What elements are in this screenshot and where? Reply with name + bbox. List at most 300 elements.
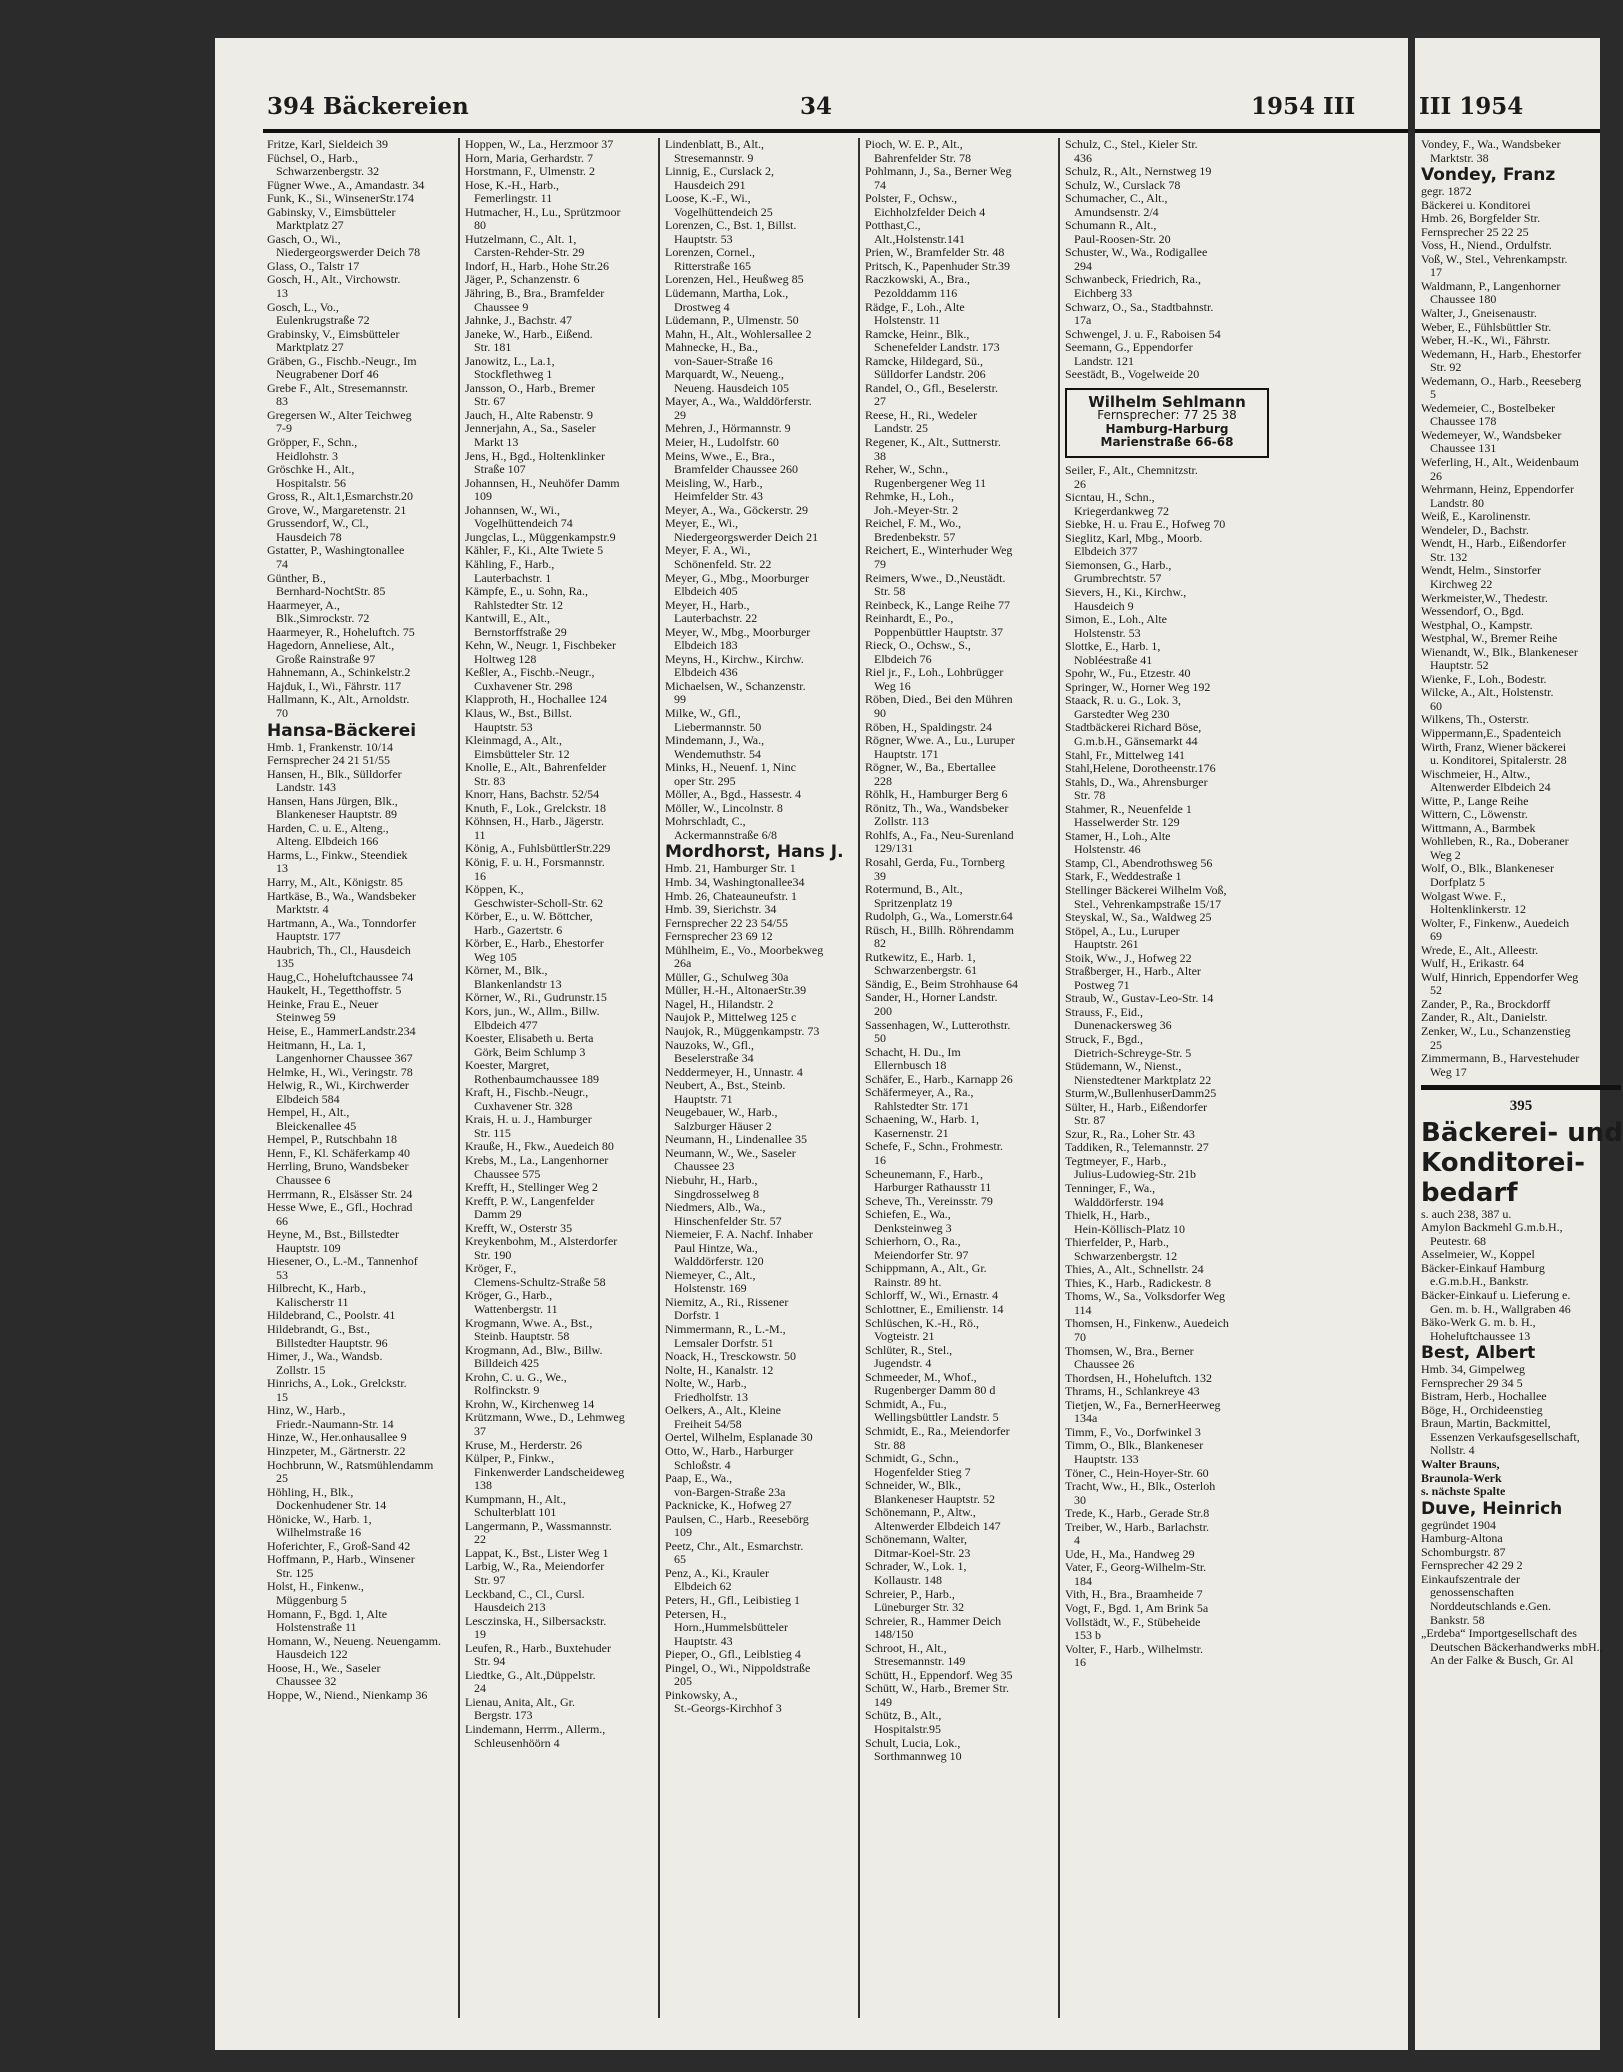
directory-entry: Wienke, F., Loh., Bodestr. [1421,671,1547,686]
directory-entry: s. auch 238, 387 u. [1421,1206,1512,1221]
directory-entry: Jennerjahn, A., Sa., Saseler Markt 13 [465,421,596,450]
directory-entry: Stöpel, A., Lu., Luruper Hauptstr. 261 [1065,923,1180,952]
directory-entry: Prien, W., Bramfelder Str. 48 [865,245,1005,260]
directory-entry: Johannsen, W., Wi., Vogelhüttendeich 74 [465,502,573,531]
directory-entry: Haarmeyer, A., Blk.,Simrockstr. 72 [267,597,370,626]
directory-entry: Werkmeister,W., Thedestr. [1421,590,1548,605]
directory-entry: Stark, F., Weddestraße 1 [1065,869,1182,884]
directory-entry: Vondey, F., Wa., Wandsbeker Marktstr. 38 [1421,137,1561,165]
directory-entry: Gosch, H., Alt., Virchowstr. 13 [267,272,401,301]
directory-entry: Janeke, W., Harb., Eißend. Str. 181 [465,326,593,355]
directory-entry: Neumann, H., Lindenallee 35 [665,1132,807,1147]
directory-entry: Horstmann, F., Ulmenstr. 2 [465,164,596,179]
directory-entry: Schwengel, J. u. F., Raboisen 54 [1065,326,1221,341]
directory-entry: Wolgast Wwe. F., Holtenklinkerstr. 12 [1421,888,1526,917]
directory-entry: Neddermeyer, H., Unnastr. 4 [665,1064,803,1079]
entry-heading: bedarf [1421,1177,1518,1208]
directory-entry: Sändig, E., Beim Strohhause 64 [865,976,1018,991]
directory-entry: Klaus, W., Bst., Billst. Hauptstr. 53 [465,705,573,734]
directory-entry: König, F. u. H., Forsmannstr. 16 [465,854,605,883]
directory-entry: Reinbeck, K., Lange Reihe 77 [865,597,1010,612]
directory-entry: Stamp, Cl., Abendrothsweg 56 [1065,855,1213,870]
directory-entry: Fernsprecher 29 34 5 [1421,1375,1523,1390]
directory-entry: Niemeyer, C., Alt., Holstenstr. 169 [665,1267,756,1296]
entry-heading: Hansa-Bäckerei [267,720,417,741]
directory-entry: Bäckerei u. Konditorei [1421,197,1531,212]
directory-entry: Krützmann, Wwe., D., Lehmweg 37 [465,1410,625,1438]
column-5 [1065,138,1271,2038]
directory-entry: Fernsprecher 24 21 51/55 [267,753,390,768]
directory-entry: Pioch, W. E. P., Alt., Bahrenfelder Str. 78 [865,137,971,165]
directory-entry: Rosahl, Gerda, Fu., Tornberg 39 [865,854,1005,883]
directory-entry: Herrmann, R., Elsässer Str. 24 [267,1186,413,1201]
directory-entry: Liedtke, G., Alt.,Düppelstr. 24 [465,1667,596,1696]
directory-entry: Grussendorf, W., Cl., Hausdeich 78 [267,516,369,544]
directory-entry: Nimmermann, R., L.-M., Lemsaler Dorfstr. 51 [665,1322,786,1350]
directory-entry: Zenker, W., Lu., Schanzenstieg 25 [1421,1024,1571,1052]
directory-entry: Haarmeyer, R., Hoheluftch. 75 [267,624,415,639]
directory-entry: Schmidt, A., Fu., Wellingsbüttler Landstr. 5 [865,1396,999,1425]
directory-entry: Rögner, W., Ba., Ebertallee 228 [865,760,996,788]
directory-entry: Hinzpeter, M., Gärtnerstr. 22 [267,1443,406,1458]
directory-entry: Wienandt, W., Blk., Blankeneser Hauptstr. 52 [1421,644,1578,673]
directory-entry: Schäfer, E., Harb., Karnapp 26 [865,1071,1013,1086]
directory-entry: Rudolph, G., Wa., Lomerstr.64 [865,909,1013,924]
directory-entry: Mühlheim, E., Vo., Moorbekweg 26a [665,942,824,971]
directory-entry: Röben, Died., Bei den Mühren 90 [865,692,1013,720]
directory-entry: Hoppen, W., La., Herzmoor 37 [465,137,614,151]
directory-entry: Glass, O., Talstr 17 [267,258,360,273]
directory-entry: Keßler, A., Fischb.-Neugr., Cuxhavener Str. 298 [465,665,595,693]
directory-entry: Szur, R., Ra., Loher Str. 43 [1065,1126,1195,1141]
directory-entry: Körber, E., Harb., Ehestorfer Weg 105 [465,936,604,964]
directory-entry: Bäcker-Einkauf Hamburg e.G.m.b.H., Bankstr. [1421,1260,1545,1289]
directory-entry: Hutzelmann, C., Alt. 1, Carsten-Rehder-Str. 29 [465,231,585,260]
directory-entry: Rotermund, B., Alt., Spritzenplatz 19 [865,882,963,910]
directory-entry: Krogmann, Wwe. A., Bst., Steinb. Hauptstr. 58 [465,1315,593,1344]
directory-entry: Schippmann, A., Alt., Gr. Rainstr. 89 ht. [865,1261,987,1289]
directory-entry: Polster, F., Ochsw., Eichholzfelder Deich 4 [865,191,986,219]
directory-entry: Hahnemann, A., Schinkelstr.2 [267,665,411,680]
directory-entry: Mehren, J., Hörmannstr. 9 [665,421,791,436]
directory-entry: Schulz, W., Curslack 78 [1065,177,1181,192]
directory-entry: Staack, R. u. G., Lok. 3, Garstedter Weg 230 [1065,693,1181,721]
directory-entry: Meyer, F. A., Wi., Schönenfeld. Str. 22 [665,543,772,571]
directory-entry: Thrams, H., Schlankreye 43 [1065,1384,1200,1399]
directory-entry: Homann, W., Neueng. Neuengamm. Hausdeich 122 [267,1633,441,1662]
directory-entry: Holst, H., Finkenw., Müggenburg 5 [267,1579,364,1607]
directory-entry: Schulz, R., Alt., Nernstweg 19 [1065,164,1212,179]
directory-entry: Westphal, W., Bremer Reihe [1421,631,1558,646]
directory-entry: Naujok, R., Müggenkampstr. 73 [665,1024,820,1038]
directory-entry: Meyer, E., Wi., Niedergeorgswerder Deich 21 [665,516,819,544]
directory-entry: Knorr, Hans, Bachstr. 52/54 [465,787,600,802]
directory-entry: Taddiken, R., Telemannstr. 27 [1065,1140,1209,1155]
directory-entry: Jahnke, J., Bachstr. 47 [465,313,572,328]
directory-entry: Treiber, W., Harb., Barlachstr. 4 [1065,1519,1210,1548]
directory-entry: Jäger, P., Schanzenstr. 6 [465,272,580,287]
directory-entry: Heitmann, H., La. 1, Langenhorner Chaussee 367 [267,1037,413,1066]
directory-entry: Ude, H., Ma., Handweg 29 [1065,1546,1195,1561]
directory-entry: Schreier, R., Hammer Deich 148/150 [865,1613,1002,1642]
directory-entry: Koester, Margret, Rothenbaumchaussee 189 [465,1058,599,1086]
directory-entry: Stoik, Ww., J., Hofweg 22 [1065,950,1192,965]
directory-entry: Larbig, W., Ra., Meiendorfer Str. 97 [465,1559,605,1587]
directory-entry: Bistram, Herb., Hochallee [1421,1389,1547,1404]
directory-entry: Weber, E., Fühlsbüttler Str. [1421,319,1552,334]
directory-entry: Lappat, K., Bst., Lister Weg 1 [465,1545,609,1560]
directory-entry: Struck, F., Bgd., Dietrich-Schreyge-Str. 5 [1065,1032,1192,1060]
directory-entry: Harry, M., Alt., Königstr. 85 [267,874,403,889]
directory-entry: Scheve, Th., Vereinsstr. 79 [865,1193,993,1208]
entry-heading: s. nächste Spalte [1421,1484,1506,1499]
directory-entry: Schierhorn, O., Ra., Meiendorfer Str. 97 [865,1234,969,1262]
directory-entry: Zander, P., Ra., Brockdorff [1421,996,1551,1011]
directory-entry: Voß, W., Stel., Vehrenkampstr. 17 [1421,251,1568,280]
directory-entry: Oertel, Wilhelm, Esplanade 30 [665,1430,813,1445]
page-header-center: 34 [800,93,833,120]
directory-entry: Fernsprecher 25 22 25 [1421,224,1529,239]
directory-entry: Kruse, M., Herderstr. 26 [465,1437,582,1452]
directory-entry: Neugebauer, W., Harb., Salzburger Häuser 2 [665,1105,778,1133]
directory-entry: Fernsprecher 23 69 12 [665,929,773,944]
directory-entry: Müller, G., Schulweg 30a [665,969,789,984]
directory-entry: Reinhardt, E., Po., Poppenbüttler Hauptstr. 37 [865,611,1003,639]
directory-entry: Langermann, P., Wassmannstr. 22 [465,1518,612,1547]
directory-entry: Schütt, W., Harb., Bremer Str. 149 [865,1681,1009,1709]
directory-entry: Schaening, W., Harb. 1, Kasernenstr. 21 [865,1112,979,1140]
directory-entry: Haukelt, H., Tegetthoffstr. 5 [267,983,402,998]
directory-entry: Kähler, F., Ki., Alte Twiete 5 [465,543,604,558]
directory-entry: Sturm,W.,BullenhuserDamm25 [1065,1086,1217,1101]
directory-entry: Stellinger Bäckerei Wilhelm Voß, Stel., Vehrenkampstraße 15/17 [1065,882,1227,911]
directory-entry: Krogmann, Ad., Blw., Billw. Billdeich 425 [465,1342,603,1371]
directory-entry: Leufen, R., Harb., Buxtehuder Str. 94 [465,1640,611,1669]
directory-entry: Gröpper, F., Schn., Heidlohstr. 3 [267,435,358,463]
entry-heading: Bäckerei- und [1421,1117,1623,1148]
directory-entry: Otto, W., Harb., Harburger Schloßstr. 4 [665,1443,794,1472]
ad-phone: Fernsprecher: 77 25 38 [1097,408,1237,423]
column-4 [865,138,1053,2038]
directory-entry: Meyns, H., Kirchw., Kirchw. Elbdeich 436 [665,651,804,680]
directory-entry: Wedemann, O., Harb., Reeseberg 5 [1421,373,1582,402]
directory-entry: Lorenzen, Hel., Heußweg 85 [665,272,804,287]
directory-entry: Schrader, W., Lok. 1, Kollaustr. 148 [865,1559,967,1587]
directory-entry: Tegtmeyer, F., Harb., Julius-Ludowieg-Str. 21b [1065,1153,1196,1182]
directory-entry: Bäko-Werk G. m. b. H., Hoheluftchaussee 13 [1421,1315,1536,1343]
directory-entry: Thierfelder, P., Harb., Schwarzenbergstr. 12 [1065,1235,1178,1263]
directory-entry: Helmke, H., Wi., Veringstr. 78 [267,1064,413,1079]
directory-entry: Krohn, W., Kirchenweg 14 [465,1396,595,1411]
directory-entry: Harden, C. u. E., Alteng., Alteng. Elbdeich 166 [267,820,389,849]
directory-entry: Stahls, D., Wa., Ahrensburger Str. 78 [1065,774,1208,803]
directory-entry: Hinrichs, A., Lok., Grelckstr. 15 [267,1376,407,1404]
directory-entry: Hempel, H., Alt., Bleickenallee 45 [267,1105,357,1133]
directory-entry: Nauzoks, W., Gfl., Beselerstraße 34 [665,1037,754,1066]
directory-entry: Grove, W., Margaretenstr. 21 [267,502,407,517]
directory-entry: Schlorff, W., Wi., Ernastr. 4 [865,1288,999,1303]
entry-heading: Duve, Heinrich [1421,1498,1563,1519]
directory-entry: Schiefen, E., Wa., Denksteinweg 3 [865,1207,952,1235]
directory-entry: Mahnecke, H., Ba., von-Sauer-Straße 16 [665,340,773,368]
directory-entry: Tracht, Ww., H., Blk., Osterloh 30 [1065,1479,1216,1507]
directory-entry: Penz, A., Ki., Krauler Elbdeich 62 [665,1565,769,1594]
directory-entry: Wischmeier, H., Altw., Altenwerder Elbdeich 24 [1421,766,1551,795]
directory-entry: Schütz, B., Alt., Hospitalstr.95 [865,1708,942,1736]
directory-entry: Hesse Wwe, E., Gfl., Hochrad 66 [267,1200,413,1228]
directory-entry: Schuster, W., Wa., Rodigallee 294 [1065,245,1208,273]
directory-entry: Nolte, W., Harb., Friedholfstr. 13 [665,1376,748,1404]
directory-entry: Gräben, G., Fischb.-Neugr., Im Neugrabener Dorf 46 [267,353,417,382]
directory-entry: Wilcke, A., Alt., Holstenstr. 60 [1421,685,1554,713]
directory-entry: Hoppe, W., Niend., Nienkamp 36 [267,1687,428,1702]
directory-entry: Röben, H., Spaldingstr. 24 [865,719,993,734]
directory-entry: Thordsen, H., Hoheluftch. 132 [1065,1370,1212,1385]
directory-entry: Meier, H., Ludolfstr. 60 [665,435,779,450]
directory-entry: Steyskal, W., Sa., Waldweg 25 [1065,910,1212,925]
directory-entry: Hoose, H., We., Saseler Chaussee 32 [267,1660,381,1689]
directory-entry: Töner, C., Hein-Hoyer-Str. 60 [1065,1465,1209,1480]
column-2 [465,138,653,2038]
entry-heading: Braunola-Werk [1421,1470,1502,1485]
ad-street: Marienstraße 66-68 [1100,435,1234,450]
ad-title: Wilhelm Sehlmann [1088,392,1246,411]
directory-entry: Hinze, W., Her.onhausallee 9 [267,1430,407,1445]
directory-entry: Amylon Backmehl G.m.b.H., Peutestr. 68 [1421,1220,1563,1248]
directory-entry: Wolf, O., Blk., Blankeneser Dorfplatz 5 [1421,861,1555,889]
directory-entry: Schult, Lucia, Lok., Sorthmannweg 10 [865,1735,962,1764]
directory-entry: Schneider, W., Blk., Blankeneser Hauptstr. 52 [865,1478,995,1506]
directory-entry: Krohn, C. u. G., We., Rolfinckstr. 9 [465,1369,567,1398]
directory-entry: Schumann R., Alt., Paul-Roosen-Str. 20 [1065,218,1171,246]
directory-entry: Meyer, H., Harb., Lauterbachstr. 22 [665,597,758,626]
directory-entry: Mindemann, J., Wa., Wendemuthstr. 54 [665,733,765,761]
directory-entry: Mohrschladt, C., Ackermannstraße 6/8 [665,814,777,842]
directory-entry: Gregersen W., Alter Teichweg 7-9 [267,407,412,436]
directory-entry: Braun, Martin, Backmittel, Essenzen Verkaufsgesellschaft, Nollstr. 4 [1421,1416,1580,1458]
directory-entry: Krauße, H., Fkw., Auedeich 80 [465,1139,614,1154]
directory-entry: Timm, O., Blk., Blankeneser Hauptstr. 133 [1065,1438,1204,1466]
directory-entry: Regener, K., Alt., Suttnerstr. 38 [865,435,1001,463]
column-1 [267,138,453,2038]
directory-entry: Krefft, W., Osterstr 35 [465,1220,573,1235]
directory-entry: Körner, M., Blk., Blankenlandstr 13 [465,963,562,991]
directory-entry: Simon, E., Loh., Alte Holstenstr. 53 [1065,612,1167,640]
directory-entry: Körner, W., Ri., Gudrunstr.15 [465,990,607,1005]
directory-entry: Packnicke, K., Hofweg 27 [665,1498,792,1513]
directory-entry: Lesczinska, H., Silbersackstr. 19 [465,1613,607,1642]
header-rule [1415,129,1600,133]
directory-entry: Mayer, A., Wa., Walddörferstr. 29 [665,394,812,422]
entry-heading: Konditorei- [1421,1147,1586,1178]
directory-entry: Fernsprecher 42 29 2 [1421,1558,1523,1573]
directory-entry: Gross, R., Alt.1,Esmarchstr.20 [267,489,413,504]
directory-entry: Lindemann, Herrm., Allerm., Schleusenhöörn 4 [465,1721,606,1750]
right-page-header: III 1954 [1419,93,1524,120]
directory-entry: Weferling, H., Alt., Weidenbaum 26 [1421,455,1579,483]
column-6 [1421,138,1621,2038]
directory-entry: Rögner, Wwe. A., Lu., Luruper Hauptstr. 171 [865,733,1015,761]
directory-entry: Haubrich, Th., Cl., Hausdeich 135 [267,942,411,971]
directory-entry: Jens, H., Bgd., Holtenklinker Straße 107 [465,448,605,477]
directory-entry: Hansen, H., Blk., Sülldorfer Landstr. 143 [267,766,402,795]
directory-entry: Weiß, E., Karolinenstr. [1421,509,1531,524]
column-3 [665,138,853,2038]
separator-bar [1421,1085,1621,1090]
directory-entry: Füchsel, O., Harb., Schwarzenbergstr. 32 [267,150,380,179]
directory-entry: Lorenzen, C., Bst. 1, Billst. Hauptstr. 53 [665,218,797,246]
directory-entry: Thomsen, W., Bra., Berner Chaussee 26 [1065,1343,1194,1372]
directory-entry: Kleinmagd, A., Alt., Eimsbütteler Str. 12 [465,733,570,761]
directory-entry: Trede, K., Harb., Gerade Str.8 [1065,1506,1210,1521]
directory-entry: Mahn, H., Alt., Wohlersallee 2 [665,326,812,341]
directory-entry: Weber, H.-K., Wi., Fährstr. [1421,333,1551,348]
directory-entry: Wedemeier, C., Bostelbeker Chaussee 178 [1421,400,1556,429]
directory-entry: Lienau, Anita, Alt., Gr. Bergstr. 173 [465,1694,575,1723]
directory-entry: Schütt, H., Eppendorf. Weg 35 [865,1667,1013,1682]
directory-entry: Klapproth, H., Hochallee 124 [465,692,607,707]
directory-entry: Pritsch, K., Papenhuder Str.39 [865,258,1010,273]
directory-entry: Hönicke, W., Harb. 1, Wilhelmstraße 16 [267,1511,372,1540]
directory-entry: Hagedorn, Anneliese, Alt., Große Rainstraße 97 [267,638,395,666]
directory-entry: Hildebrandt, G., Bst., Billstedter Hauptstr. 96 [267,1322,388,1350]
directory-entry: Koester, Elisabeth u. Berta Görk, Beim Schlump 3 [465,1031,594,1059]
directory-entry: Schroot, H., Alt., Stresemannstr. 149 [865,1640,966,1669]
directory-entry: Neumann, W., We., Saseler Chaussee 23 [665,1145,796,1174]
directory-entry: Schmidt, G., Schn., Hogenfelder Stieg 7 [865,1451,971,1479]
directory-entry: Randel, O., Gfl., Beselerstr. 27 [865,380,998,409]
directory-entry: Külper, P., Finkw., Finkenwerder Landscheideweg 138 [465,1451,625,1493]
directory-entry: Günther, B., Bernhard-NochtStr. 85 [267,570,386,599]
directory-entry: Schönemann, Walter, Ditmar-Koel-Str. 23 [865,1532,971,1560]
directory-entry: Schomburgstr. 87 [1421,1544,1506,1559]
directory-entry: Schäfermeyer, A., Ra., Rahlstedter Str. 171 [865,1085,974,1113]
directory-entry: Krefft, H., Stellinger Weg 2 [465,1180,598,1195]
directory-entry: Kröger, F., Clemens-Schultz-Straße 58 [465,1261,606,1289]
directory-entry: Hildebrand, C., Poolstr. 41 [267,1308,396,1323]
directory-entry: Fernsprecher 22 23 54/55 [665,915,788,930]
directory-page [215,38,1412,2050]
directory-entry: Wedemeyer, W., Wandsbeker Chaussee 131 [1421,427,1562,456]
directory-entry: Kröger, G., Harb., Wattenbergstr. 11 [465,1288,558,1317]
directory-entry: Seestädt, B., Vogelweide 20 [1065,367,1200,382]
directory-entry: Spohr, W., Fu., Etzestr. 40 [1065,666,1191,681]
directory-entry: Riel jr., F., Loh., Lohbrügger Weg 16 [865,665,1004,693]
directory-entry: Grebe F., Alt., Stresemannstr. 83 [267,380,409,409]
directory-entry: Jansson, O., Harb., Bremer Str. 67 [465,380,595,409]
directory-entry: Strauss, F., Eid., Dunenackersweg 36 [1065,1004,1172,1033]
directory-entry: Schumacher, C., Alt., Amundsenstr. 2/4 [1065,191,1168,219]
directory-entry: Niemeier, F. A. Nachf. Inhaber Paul Hintze, Wa., Walddörferstr. 120 [665,1227,813,1269]
directory-entry: gegründet 1904 [1421,1517,1496,1532]
directory-entry: Harms, L., Finkw., Steendiek 13 [267,847,408,876]
directory-entry: König, A., FuhlsbüttlerStr.229 [465,841,611,856]
directory-entry: Jauch, H., Alte Rabenstr. 9 [465,407,593,422]
directory-entry: Rehmke, H., Loh., Joh.-Meyer-Str. 2 [865,489,959,517]
directory-entry: Henn, F., Kl. Schäferkamp 40 [267,1145,411,1160]
directory-entry: Tietjen, W., Fa., BernerHeerweg 134a [1065,1397,1221,1426]
directory-entry: Einkaufszentrale der genossenschaften Norddeutschlands e.Gen. Bankstr. 58 [1421,1571,1551,1627]
directory-entry: Hochbrunn, W., Ratsmühlendamm 25 [267,1457,434,1486]
directory-entry: Krais, H. u. J., Hamburger Str. 115 [465,1112,592,1140]
directory-entry: Hartkäse, B., Wa., Wandsbeker Marktstr. 4 [267,888,416,917]
directory-entry: Thies, K., Harb., Radickestr. 8 [1065,1275,1211,1290]
directory-entry: Köppen, K., Geschwister-Scholl-Str. 62 [465,882,604,910]
directory-entry: Hmb. 34, Washingtonallee34 [665,874,805,889]
directory-entry: Ramcke, Hildegard, Sü., Sülldorfer Landstr. 206 [865,353,986,382]
directory-entry: Sander, H., Horner Landstr. 200 [865,990,998,1018]
directory-entry: Wohlleben, R., Ra., Doberaner Weg 2 [1421,834,1569,862]
entry-heading: 395 [1509,1098,1533,1115]
directory-entry: Thielk, H., Harb., Hein-Köllisch-Platz 10 [1065,1208,1185,1236]
directory-entry: Hmb. 26, Borgfelder Str. [1421,211,1541,226]
directory-entry: Himer, J., Wa., Wandsb. Zollstr. 15 [267,1349,383,1377]
column-divider [858,138,860,2018]
directory-entry: Hmb. 1, Frankenstr. 10/14 [267,739,393,754]
directory-entry: Niedmers, Alb., Wa., Hinschenfelder Str. 57 [665,1200,782,1228]
column-divider [458,138,460,2018]
directory-entry: Hmb. 21, Hamburger Str. 1 [665,861,796,876]
directory-entry: Hoffmann, P., Harb., Winsener Str. 125 [267,1552,415,1580]
directory-entry: Meins, Wwe., E., Bra., Bramfelder Chaussee 260 [665,448,798,477]
directory-entry: Herrling, Bruno, Wandsbeker Chaussee 6 [267,1159,409,1188]
directory-entry: Hempel, P., Rutschbahn 18 [267,1132,397,1147]
directory-entry: Kämpfe, E., u. Sohn, Ra., Rahlstedter Str. 12 [465,584,588,612]
directory-entry: Bäcker-Einkauf u. Lieferung e. Gen. m. b. H., Wallgraben 46 [1421,1288,1571,1316]
directory-entry: Marquardt, W., Neueng., Neueng. Hausdeich 105 [665,367,789,395]
directory-entry: Potthast,C., Alt.,Holstenstr.141 [865,218,966,246]
directory-entry: Wittmann, A., Barmbek [1421,820,1536,835]
directory-entry: Wolter, F., Finkenw., Auedeich 69 [1421,915,1570,944]
advertisement-box [1065,388,1269,458]
directory-entry: Rönitz, Th., Wa., Wandsbeker Zollstr. 113 [865,800,1009,829]
directory-entry: Pingel, O., Wi., Nippoldstraße 205 [665,1660,811,1689]
directory-entry: Stahl, Fr., Mittelweg 141 [1065,747,1185,762]
directory-entry: Rutkewitz, E., Harb. 1, Schwarzenbergstr. 61 [865,949,978,978]
directory-entry: Schwarz, O., Sa., Stadtbahnstr. 17a [1065,299,1214,328]
directory-entry: Scheunemann, F., Harb., Harburger Rathausstr 11 [865,1166,992,1195]
directory-entry: Wedemann, H., Harb., Ehestorfer Str. 92 [1421,346,1582,375]
directory-entry: Köhnsen, H., Harb., Jägerstr. 11 [465,814,604,842]
directory-entry: Reese, H., Ri., Wedeler Landstr. 25 [865,407,978,436]
directory-entry: gegr. 1872 [1421,184,1472,199]
directory-entry: Hartmann, A., Wa., Tonndorfer Hauptstr. 177 [267,915,417,944]
column-divider [1058,138,1060,2018]
directory-entry: Wulf, Hinrich, Eppendorfer Weg 52 [1421,969,1579,998]
directory-entry: Hiesener, O., L.-M., Tannenhof 53 [267,1254,418,1282]
directory-entry: Rieck, O., Ochsw., S., Elbdeich 76 [865,638,971,666]
directory-entry: Hajduk, I., Wi., Fährstr. 117 [267,678,402,693]
directory-entry: Schwanbeck, Friedrich, Ra., Eichberg 33 [1065,272,1201,301]
directory-entry: Jungclas, L., Müggenkampstr.9 [465,529,616,544]
directory-entry: Linnig, E., Curslack 2, Hausdeich 291 [665,164,774,192]
directory-entry: Hoferichter, F., Groß-Sand 42 [267,1538,411,1553]
directory-entry: Röhlk, H., Hamburger Berg 6 [865,787,1008,802]
directory-entry: Schulz, C., Stel., Kieler Str. 436 [1065,137,1198,165]
directory-entry: Hose, K.-H., Harb., Femerlingstr. 11 [465,177,559,206]
directory-entry: Stahmer, R., Neuenfelde 1 Hasselwerder Str. 129 [1065,801,1192,830]
directory-entry: Gabinsky, V., Eimsbütteler Marktplatz 27 [267,204,396,233]
directory-entry: Kähling, F., Harb., Lauterbachstr. 1 [465,556,555,585]
directory-entry: Böge, H., Orchideenstieg [1421,1402,1543,1417]
directory-entry: Zander, R., Alt., Danielstr. [1421,1010,1548,1025]
directory-entry: Kumpmann, H., Alt., Schulterblatt 101 [465,1491,566,1520]
directory-entry: Ramcke, Heinr., Blk., Schenefelder Landstr. 173 [865,326,1000,355]
directory-entry: Möller, W., Lincolnstr. 8 [665,800,783,815]
directory-entry: Körber, E., u. W. Böttcher, Harb., Gazertstr. 6 [465,909,593,937]
directory-entry: „Erdeba“ Importgesellschaft des Deutschen Bäckerhandwerks mbH., An der Falke & Busch, Gr. Al [1421,1626,1603,1668]
directory-entry: Krefft, P. W., Langenfelder Damm 29 [465,1193,595,1222]
